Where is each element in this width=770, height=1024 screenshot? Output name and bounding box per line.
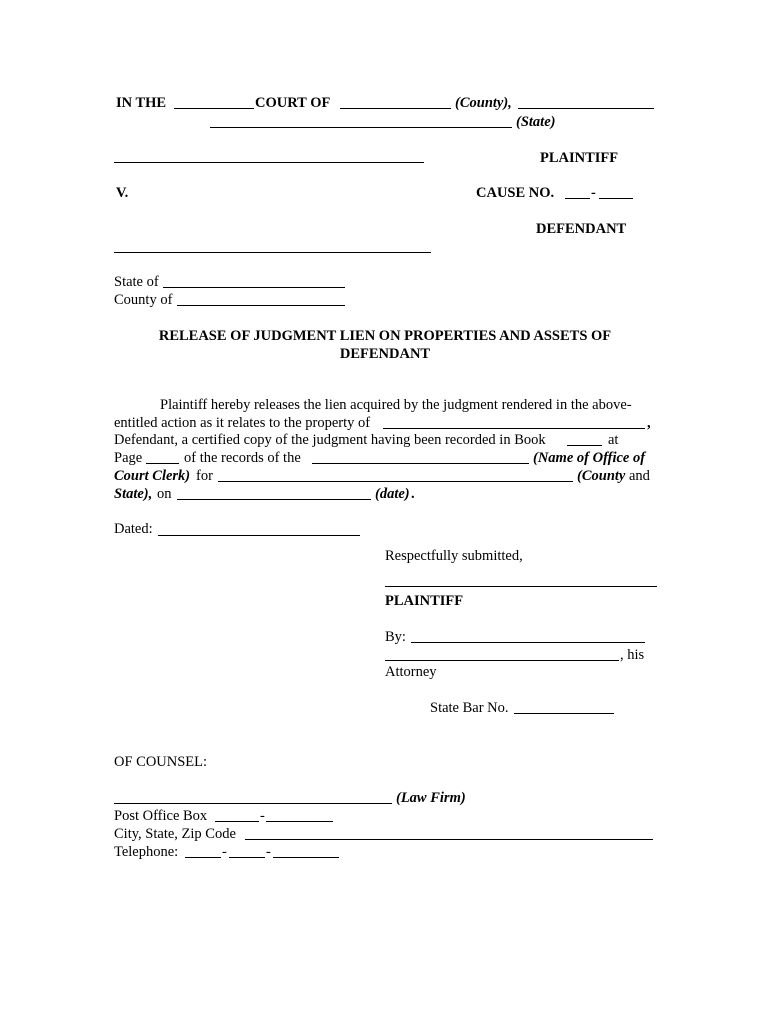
plaintiff-signature-label: PLAINTIFF xyxy=(385,593,464,609)
po-box-separator: - xyxy=(260,808,265,824)
city-state-zip-blank[interactable] xyxy=(245,839,653,840)
date-blank[interactable] xyxy=(177,499,371,500)
county-of-blank[interactable] xyxy=(177,305,345,306)
dated-label: Dated: xyxy=(114,521,153,537)
by-blank[interactable] xyxy=(411,642,645,643)
po-box-blank-2[interactable] xyxy=(266,821,333,822)
cause-no-label: CAUSE NO. xyxy=(476,185,555,201)
document-title-line2: DEFENDANT xyxy=(339,346,431,362)
state-italic-label: State), xyxy=(114,486,153,502)
page-blank[interactable] xyxy=(146,463,179,464)
cause-no-blank-1[interactable] xyxy=(565,198,590,199)
by-label: By: xyxy=(385,629,406,645)
of-counsel-heading: OF COUNSEL: xyxy=(114,754,208,770)
state-label: (State) xyxy=(516,114,556,130)
law-firm-label: (Law Firm) xyxy=(396,790,466,806)
county-label: (County), xyxy=(455,95,512,111)
county-state-blank[interactable] xyxy=(218,481,573,482)
body-line-2: entitled action as it relates to the property of xyxy=(114,415,371,431)
body-line-2-comma: , xyxy=(647,415,651,431)
for-label: for xyxy=(196,468,213,484)
versus-label: V. xyxy=(116,185,129,201)
state-of-label: State of xyxy=(114,274,159,290)
office-name-blank[interactable] xyxy=(312,463,529,464)
law-firm-blank[interactable] xyxy=(114,803,392,804)
court-name-blank[interactable] xyxy=(174,108,254,109)
po-box-label: Post Office Box xyxy=(114,808,208,824)
cause-no-separator: - xyxy=(591,185,596,201)
in-the-label: IN THE xyxy=(116,95,167,111)
attorney-name-blank[interactable] xyxy=(385,660,619,661)
court-of-label: COURT OF xyxy=(255,95,331,111)
and-label: and xyxy=(629,468,650,484)
county-name-blank-2[interactable] xyxy=(518,108,654,109)
telephone-prefix-blank[interactable] xyxy=(229,857,265,858)
book-blank[interactable] xyxy=(567,445,602,446)
date-label: (date) xyxy=(375,486,410,502)
telephone-separator-2: - xyxy=(266,844,271,860)
telephone-number-blank[interactable] xyxy=(273,857,339,858)
attorney-label: Attorney xyxy=(385,664,437,680)
po-box-blank-1[interactable] xyxy=(215,821,259,822)
body-line-3-at: at xyxy=(608,432,619,448)
telephone-separator-1: - xyxy=(222,844,227,860)
his-label: , his xyxy=(620,647,645,663)
page-label: Page xyxy=(114,450,143,466)
plaintiff-signature-line[interactable] xyxy=(385,586,657,587)
state-bar-label: State Bar No. xyxy=(430,700,509,716)
county-blank[interactable] xyxy=(340,108,451,109)
city-state-zip-label: City, State, Zip Code xyxy=(114,826,236,842)
plaintiff-name-blank[interactable] xyxy=(114,162,424,163)
telephone-area-blank[interactable] xyxy=(185,857,221,858)
defendant-label: DEFENDANT xyxy=(536,221,627,237)
document-title: RELEASE OF JUDGMENT LIEN ON PROPERTIES AND ASSETS OF xyxy=(158,328,612,344)
court-clerk-label: Court Clerk) xyxy=(114,468,191,484)
respectfully-submitted: Respectfully submitted, xyxy=(385,548,523,564)
property-owner-blank[interactable] xyxy=(383,428,645,429)
county-of-label: County of xyxy=(114,292,173,308)
defendant-name-blank[interactable] xyxy=(114,252,431,253)
telephone-label: Telephone: xyxy=(114,844,179,860)
state-blank[interactable] xyxy=(210,127,512,128)
body-line-1: Plaintiff hereby releases the lien acquired by the judgment rendered in the above- xyxy=(160,397,632,413)
body-line-3: Defendant, a certified copy of the judgment having been recorded in Book xyxy=(114,432,546,448)
records-label: of the records of the xyxy=(184,450,301,466)
dated-blank[interactable] xyxy=(158,535,360,536)
state-bar-blank[interactable] xyxy=(514,713,614,714)
office-name-label: (Name of Office of xyxy=(533,450,646,466)
county-italic-label: (County xyxy=(577,468,626,484)
cause-no-blank-2[interactable] xyxy=(599,198,633,199)
plaintiff-label: PLAINTIFF xyxy=(540,150,619,166)
on-label: on xyxy=(157,486,172,502)
date-period: . xyxy=(411,486,415,502)
state-of-blank[interactable] xyxy=(163,287,345,288)
